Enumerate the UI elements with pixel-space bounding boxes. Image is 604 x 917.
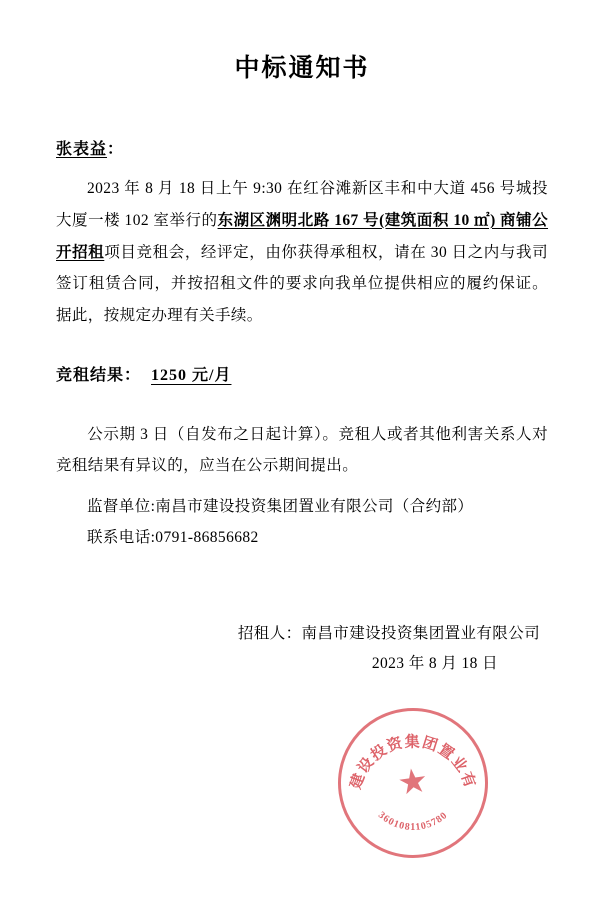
contact-block	[56, 491, 548, 553]
phone-line: 联系电话:0791-86856682	[87, 528, 259, 546]
body-paragraph	[56, 173, 548, 332]
seal-outer-circle	[328, 698, 497, 867]
notice-paragraph	[56, 419, 548, 481]
seal-star-icon: ★	[395, 762, 431, 803]
signature-date: 2023 年 8 月 18 日	[371, 655, 498, 673]
body-highlight: 东湖区渊明北路 167 号(建筑面积 10 ㎡) 商铺公开招租	[56, 211, 549, 261]
seal-bottom-text: 3601081105780	[375, 809, 451, 833]
bid-result-value: 1250 元/月	[151, 366, 232, 384]
notice-text: 公示期 3 日（自发布之日起计算）。竞租人或者其他利害关系人对竞租结果有异议的，应当在公示期间提出。	[56, 425, 548, 474]
seal-top-text: 南昌市建设投资集团置业有限公司	[329, 696, 478, 792]
signature-block	[56, 619, 548, 679]
recipient-name: 张表益	[56, 141, 108, 158]
issuer-line: 招租人：南昌市建设投资集团置业有限公司	[237, 624, 540, 642]
bid-result	[56, 362, 548, 385]
bid-result-label: 竞租结果：	[56, 366, 142, 384]
supervisor-line: 监督单位:南昌市建设投资集团置业有限公司（合约部）	[87, 497, 474, 515]
official-seal	[329, 696, 488, 858]
salutation-colon: ：	[107, 141, 125, 158]
document-page	[0, 48, 604, 917]
body-segment-2: 项目竞租会，经评定，由你获得承租权，请在 30 日之内与我司签订租赁合同，并按招租文件的要求向我单位提供相应的履约保证。据此，按规定办理有关手续。	[56, 243, 548, 325]
seal-text-svg	[329, 696, 488, 858]
page-title: 中标通知书	[234, 55, 370, 82]
body-segment-1: 2023 年 8 月 18 日上午 9:30 在红谷滩新区丰和中大道 456 号城投大厦一楼 102 室举行的	[56, 180, 548, 229]
salutation	[56, 136, 548, 159]
